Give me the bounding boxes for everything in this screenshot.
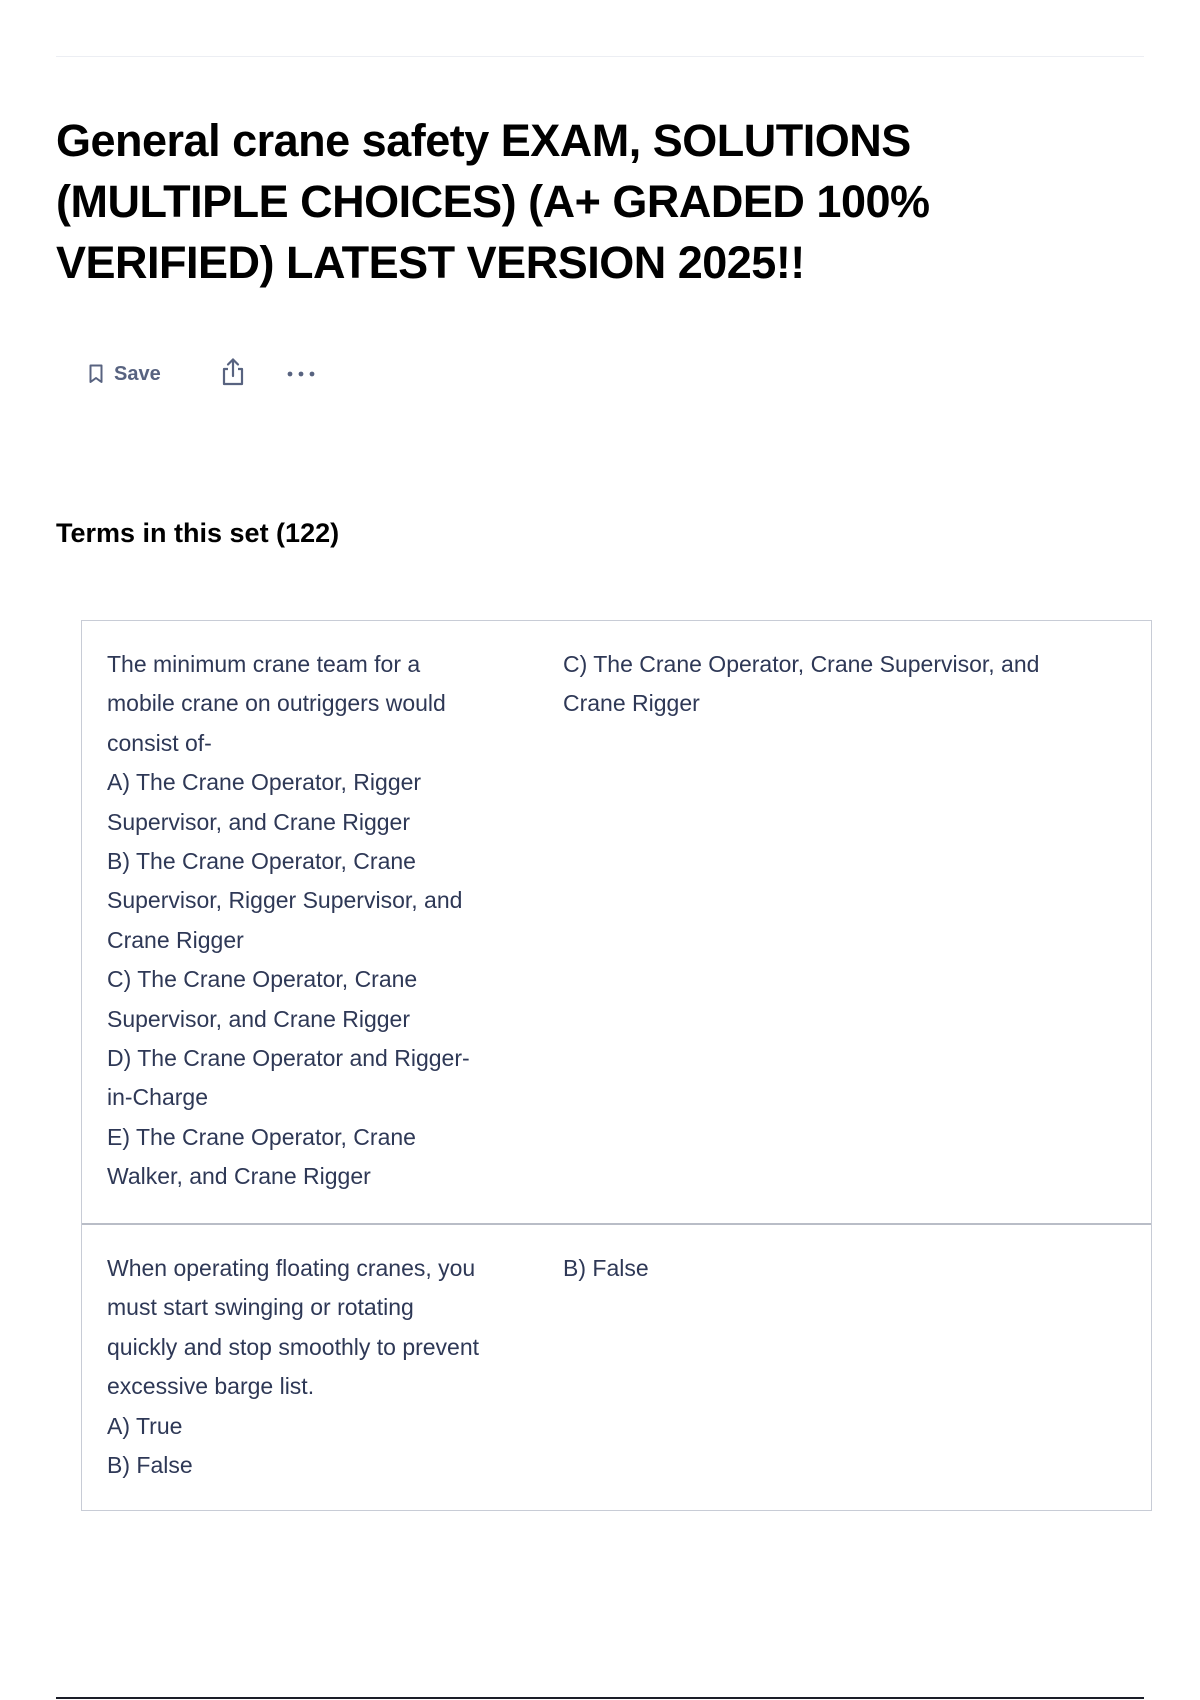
more-icon <box>286 365 316 383</box>
terms-table <box>81 620 1152 1511</box>
share-icon <box>219 357 247 392</box>
term-answer: C) The Crane Operator, Crane Supervisor, and Crane Rigger <box>563 651 1040 717</box>
save-label: Save <box>114 362 161 385</box>
bottom-divider <box>56 1697 1144 1699</box>
term-question: When operating floating cranes, you must start swinging or rotating quickly and stop smoothly to prevent excessive barge list. A) True B) False <box>107 1255 480 1479</box>
share-button[interactable] <box>213 354 253 394</box>
more-options-button[interactable] <box>281 354 321 394</box>
top-divider <box>56 56 1144 57</box>
term-answer: B) False <box>563 1255 649 1281</box>
bookmark-icon <box>88 364 104 384</box>
action-bar <box>78 352 321 396</box>
save-button[interactable] <box>78 354 171 394</box>
term-question: The minimum crane team for a mobile crane on outriggers would consist of- A) The Crane Operator, Rigger Supervisor, and Crane Rigger B) The Crane Operator, Crane Supervisor, Rigger Supervisor, and Crane Rigger C) The Crane Operator, Crane Supervisor, and Crane Rigger D) The Crane Operator and Rigger- in-Charge E) The Crane Operator, Crane Walker, and Crane Rigger <box>107 651 470 1190</box>
page-title: General crane safety EXAM, SOLUTIONS (MULTIPLE CHOICES) (A+ GRADED 100% VERIFIED) LATEST VERSION 2025!! <box>56 115 930 288</box>
term-row <box>82 1223 1151 1510</box>
term-row <box>82 621 1151 1223</box>
terms-heading: Terms in this set (122) <box>56 518 340 548</box>
